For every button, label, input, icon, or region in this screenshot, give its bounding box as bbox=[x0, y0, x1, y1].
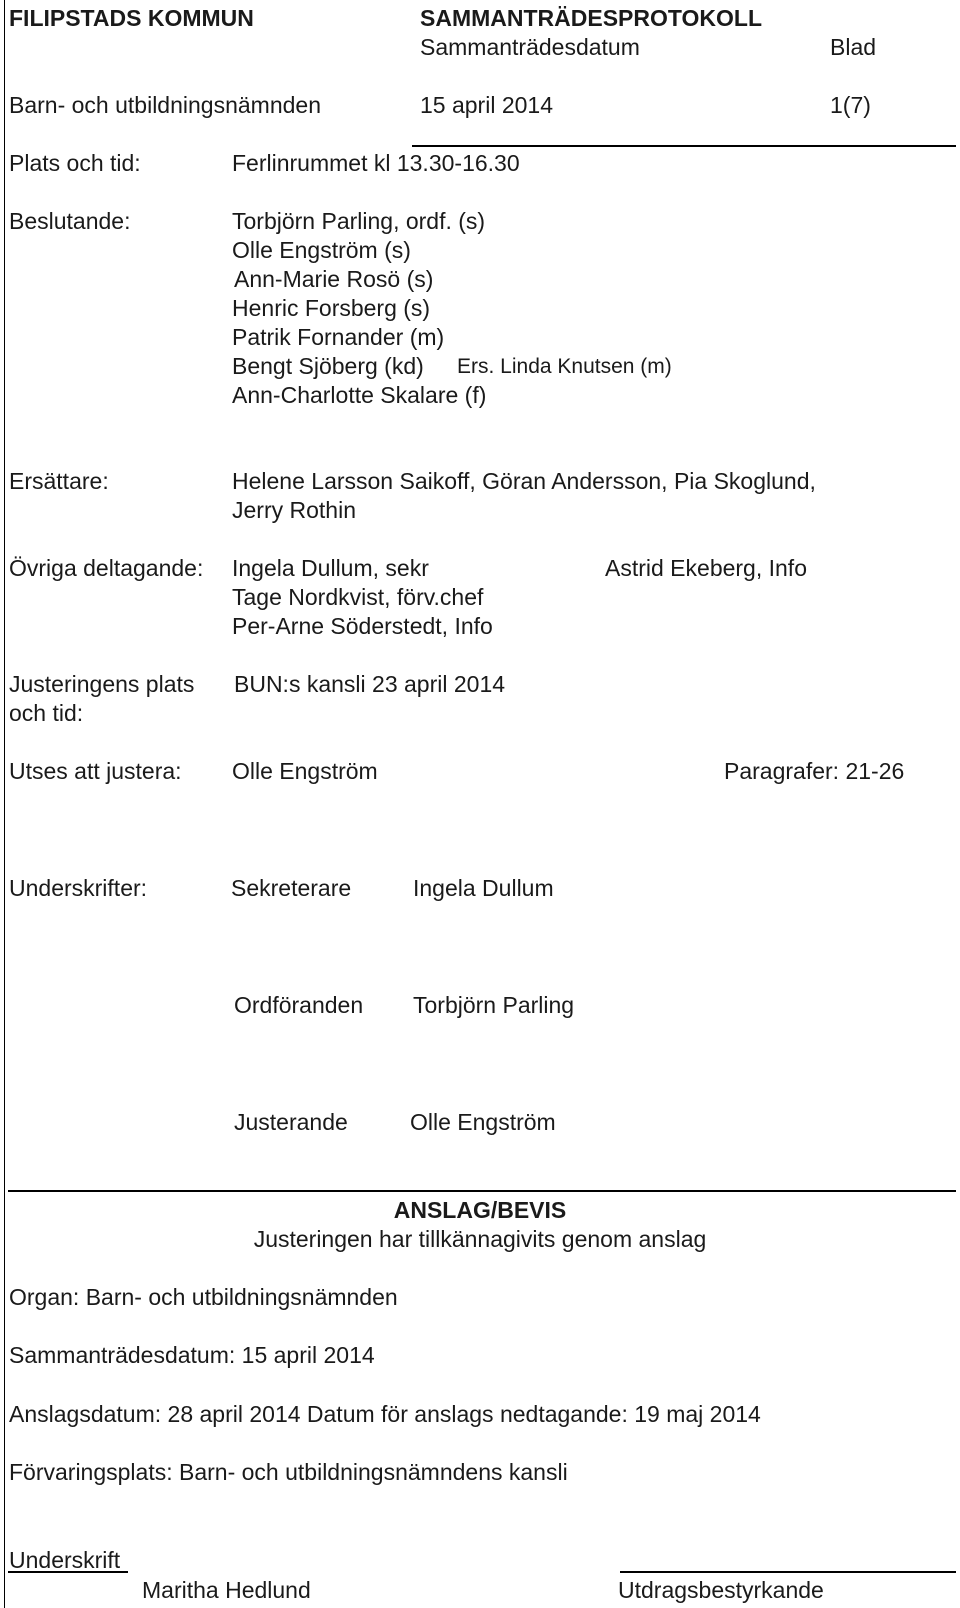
meeting-date: 15 april 2014 bbox=[420, 92, 553, 118]
notice-storage: Förvaringsplats: Barn- och utbildningsnämndens kansli bbox=[9, 1459, 568, 1485]
signature-name: Olle Engström bbox=[410, 1109, 556, 1135]
notice-subtitle: Justeringen har tillkännagivits genom anslag bbox=[253, 1226, 707, 1252]
substitute-note: Ers. Linda Knutsen (m) bbox=[457, 355, 672, 378]
signatures-label: Underskrifter: bbox=[9, 875, 148, 901]
deputies-line: Jerry Rothin bbox=[232, 497, 356, 523]
participant-item: Ingela Dullum, sekr bbox=[232, 555, 429, 581]
signature-role: Ordföranden bbox=[234, 992, 364, 1018]
participant-item-right: Astrid Ekeberg, Info bbox=[605, 555, 807, 581]
signature-name: Torbjörn Parling bbox=[413, 992, 575, 1018]
signer-name: Maritha Hedlund bbox=[142, 1577, 311, 1603]
notice-rule bbox=[8, 1190, 956, 1192]
signature-rule-right bbox=[620, 1571, 956, 1573]
date-label: Sammanträdesdatum bbox=[420, 34, 640, 60]
sheet-number: 1(7) bbox=[830, 92, 871, 118]
place-value: Ferlinrummet kl 13.30-16.30 bbox=[232, 150, 520, 176]
municipality-name: FILIPSTADS KOMMUN bbox=[9, 5, 254, 31]
header-rule bbox=[412, 145, 956, 147]
member-item: Olle Engström (s) bbox=[232, 237, 411, 263]
place-label: Plats och tid: bbox=[9, 150, 141, 176]
committee-name: Barn- och utbildningsnämnden bbox=[9, 92, 321, 118]
decision-label: Beslutande: bbox=[9, 208, 131, 234]
notice-posting: Anslagsdatum: 28 april 2014 Datum för anslags nedtagande: 19 maj 2014 bbox=[9, 1401, 761, 1427]
deputies-line: Helene Larsson Saikoff, Göran Andersson, Pia Skoglund, bbox=[232, 468, 816, 494]
deputies-label: Ersättare: bbox=[9, 468, 109, 494]
signature-role: Justerande bbox=[234, 1109, 348, 1135]
participant-item: Tage Nordkvist, förv.chef bbox=[232, 584, 484, 610]
member-item: Henric Forsberg (s) bbox=[232, 295, 431, 321]
notice-meeting-date: Sammanträdesdatum: 15 april 2014 bbox=[9, 1342, 375, 1368]
sheet-label: Blad bbox=[830, 34, 877, 60]
member-item: Ann-Charlotte Skalare (f) bbox=[232, 382, 487, 408]
left-margin-rule bbox=[4, 0, 5, 1608]
appointed-value: Olle Engström bbox=[232, 758, 378, 784]
notice-title: ANSLAG/BEVIS bbox=[393, 1197, 567, 1223]
participant-item: Per-Arne Söderstedt, Info bbox=[232, 613, 493, 639]
member-item: Patrik Fornander (m) bbox=[232, 324, 445, 350]
certified-label: Utdragsbestyrkande bbox=[618, 1577, 824, 1603]
appointed-label: Utses att justera: bbox=[9, 758, 182, 784]
member-item: Ann-Marie Rosö (s) bbox=[234, 266, 434, 292]
adjust-label-cont: och tid: bbox=[9, 700, 84, 726]
member-item: Torbjörn Parling, ordf. (s) bbox=[232, 208, 486, 234]
signature-name: Ingela Dullum bbox=[413, 875, 554, 901]
signature-label: Underskrift bbox=[9, 1547, 121, 1573]
adjust-label: Justeringens plats bbox=[9, 671, 195, 697]
notice-organ: Organ: Barn- och utbildningsnämnden bbox=[9, 1284, 398, 1310]
adjust-value: BUN:s kansli 23 april 2014 bbox=[234, 671, 506, 697]
paragraphs: Paragrafer: 21-26 bbox=[724, 758, 905, 784]
member-item: Bengt Sjöberg (kd) bbox=[232, 353, 424, 379]
signature-role: Sekreterare bbox=[231, 875, 352, 901]
document-type: SAMMANTRÄDESPROTOKOLL bbox=[420, 5, 763, 31]
others-label: Övriga deltagande: bbox=[9, 555, 204, 581]
